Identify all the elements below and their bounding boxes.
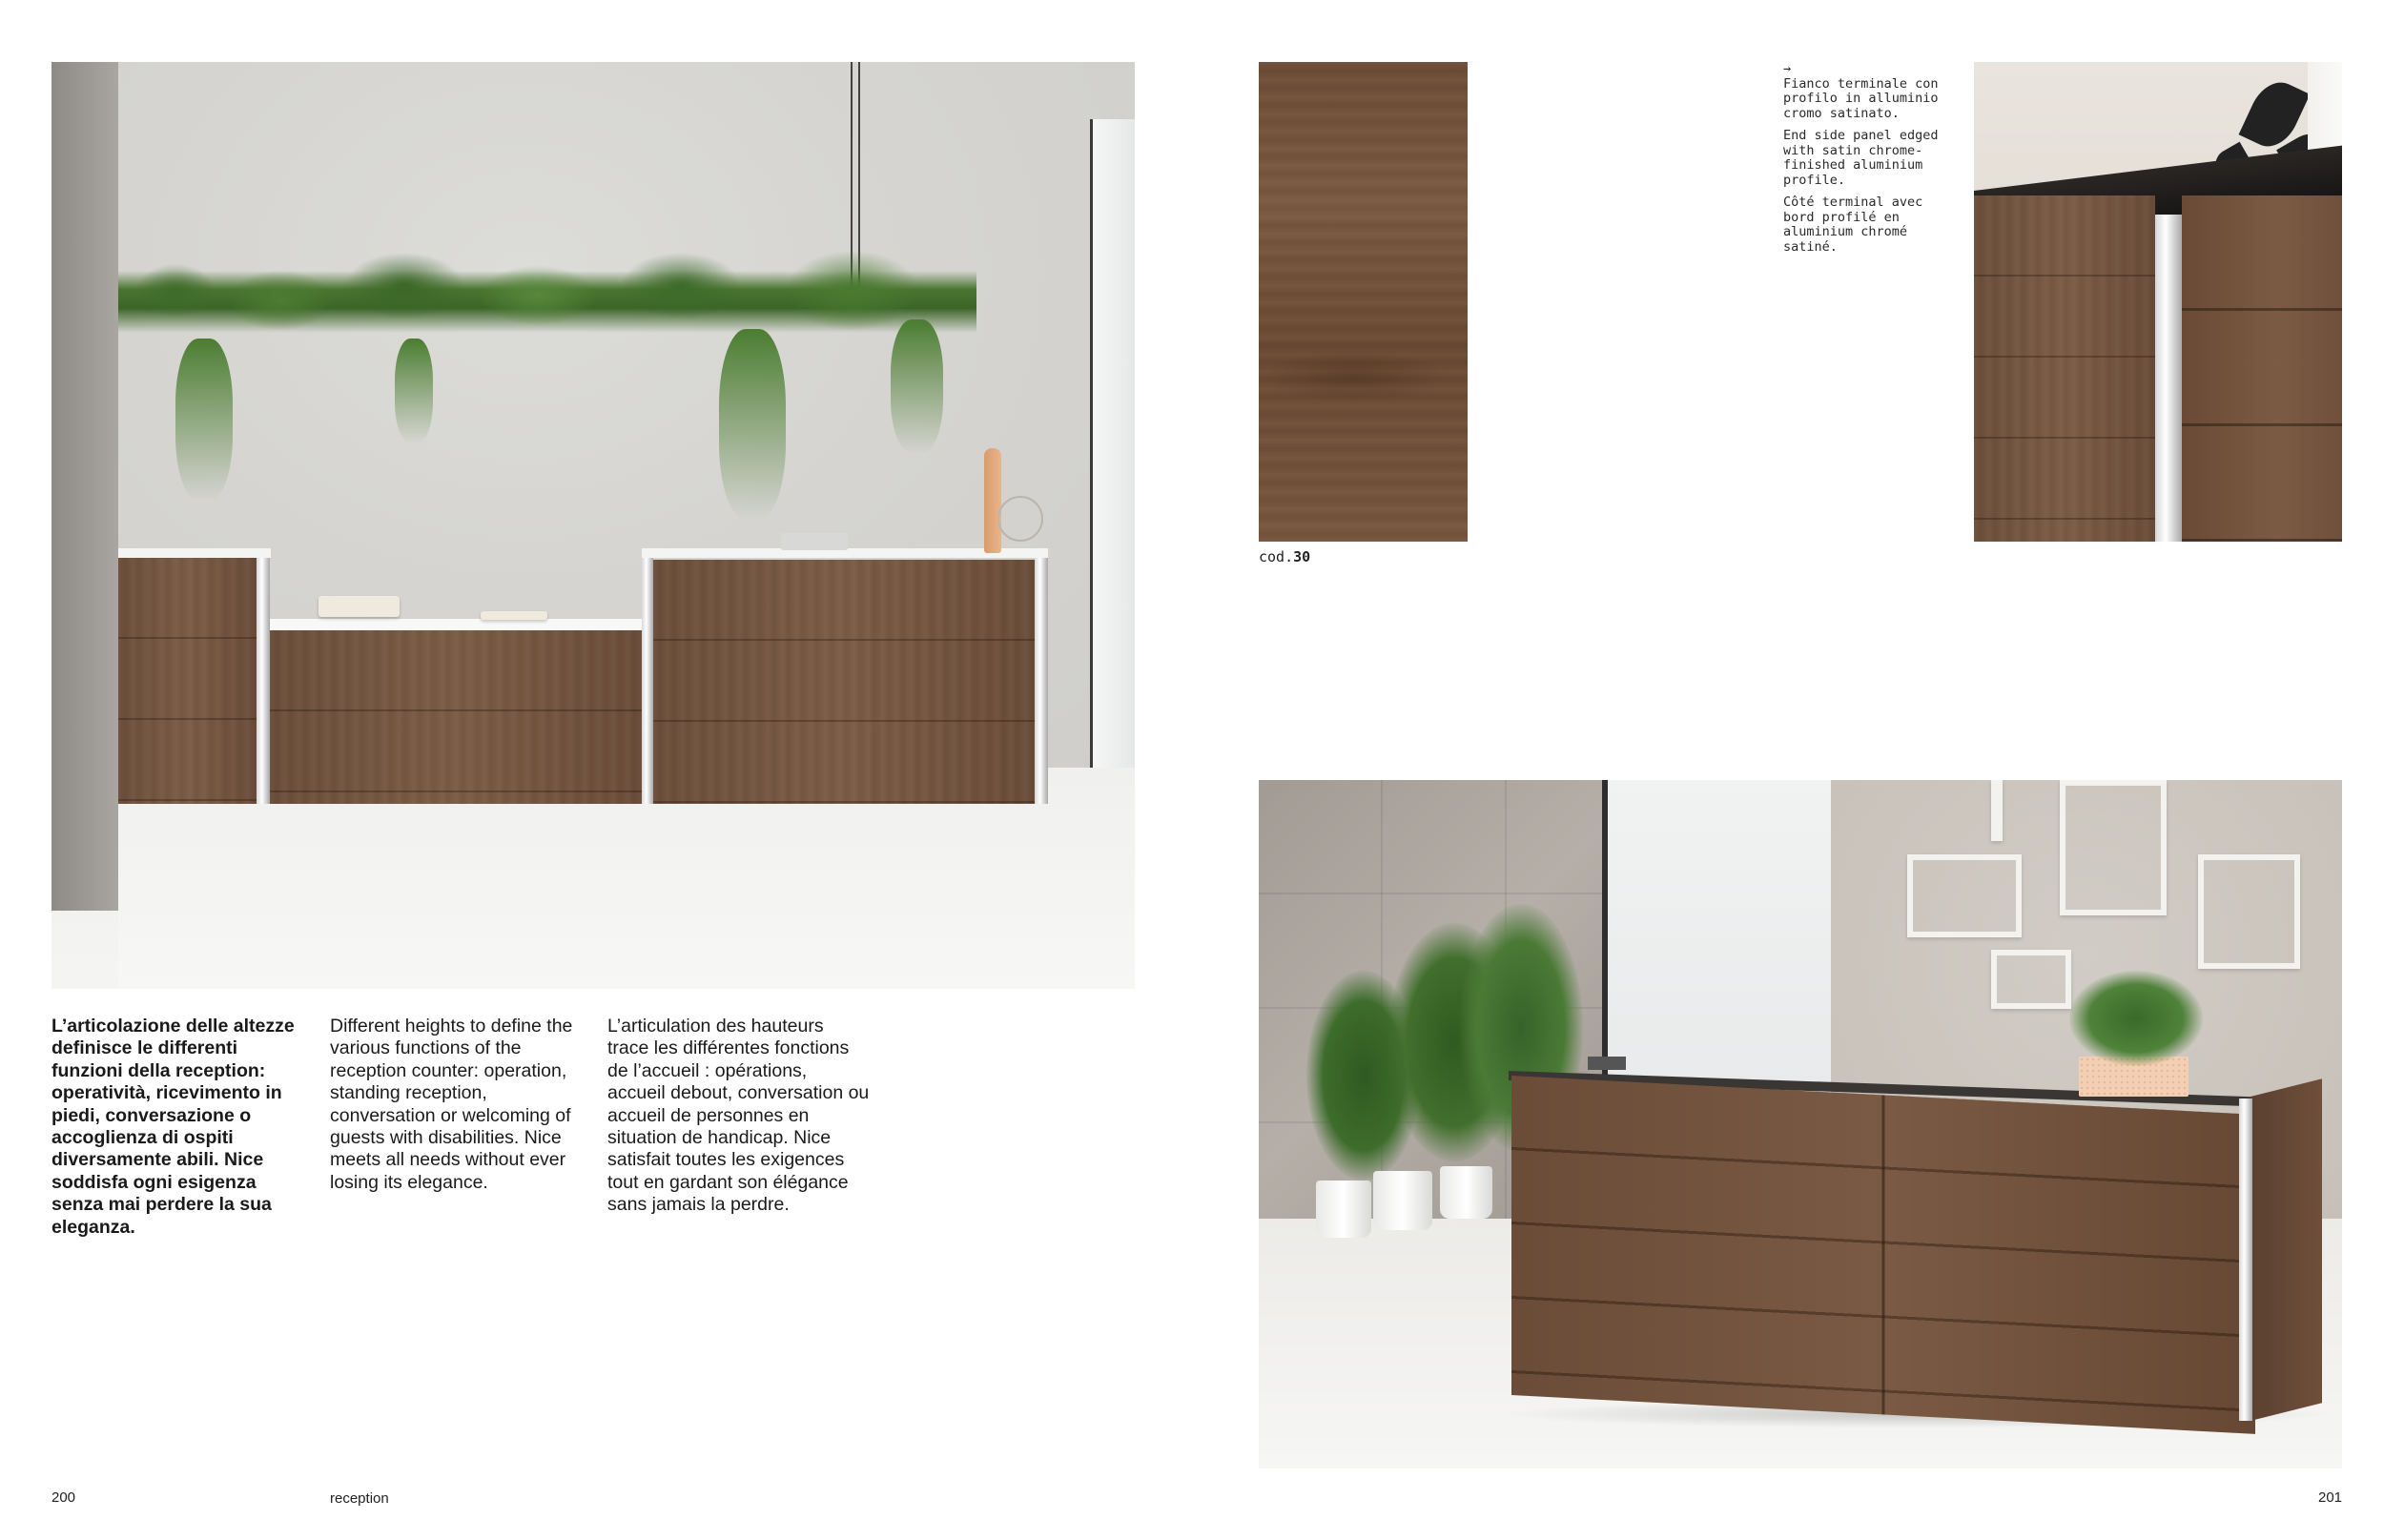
swatch-code-value: 30	[1293, 548, 1311, 565]
caption-english: End side panel edged with satin chrome-finished aluminium profile.	[1783, 128, 1939, 188]
picture-frame	[1907, 854, 2022, 937]
chrome-edge	[1035, 550, 1048, 804]
desk-front	[1511, 1076, 2255, 1434]
page-number-left: 200	[51, 1489, 76, 1506]
reception-photo-main	[51, 62, 1135, 989]
caption-arrow-icon: →	[1783, 61, 1792, 76]
picture-frame	[1991, 780, 2003, 841]
picture-frame	[1991, 950, 2071, 1009]
laptop	[781, 533, 848, 550]
reception-photo-lower	[1259, 780, 2342, 1468]
chrome-edge	[257, 550, 270, 804]
desk-plant	[2069, 971, 2203, 1066]
wall-pillar	[51, 62, 118, 911]
counter-right-high	[653, 560, 1035, 804]
end-panel-detail-photo	[1974, 62, 2342, 542]
side-panel	[1974, 195, 2155, 542]
wood-finish-swatch	[1259, 62, 1468, 542]
swatch-code	[1259, 548, 1310, 565]
description-english: Different heights to define the various functions of the reception counter: operation, standing reception, conversation or welcoming of guests with disabilities. Nice meets all needs without ever losing its elegance.	[330, 1016, 573, 1193]
desk-side	[2250, 1078, 2322, 1421]
counter-top	[118, 548, 271, 558]
counter-left-high	[118, 558, 257, 804]
magazine	[481, 611, 547, 620]
picture-frame	[2198, 854, 2300, 969]
counter-low	[270, 630, 642, 804]
decor-ring	[997, 496, 1043, 542]
hanging-vine	[891, 319, 943, 453]
plant-pot	[1373, 1171, 1432, 1230]
hanging-vine	[395, 339, 433, 443]
hanging-vine	[719, 329, 786, 520]
chrome-profile	[2239, 1099, 2252, 1421]
chrome-edge	[642, 550, 653, 804]
window	[1090, 119, 1135, 806]
hanging-vine	[175, 339, 233, 501]
section-label: reception	[330, 1490, 389, 1507]
description-italian: L’articolazione delle altezze definisce le differenti funzioni della reception: operatività, ricevimento in piedi, conversazione o accoglienza di ospiti diversamente abili. Nice soddisfa ogni esigenza senza mai perdere la sua eleganza.	[51, 1016, 295, 1238]
book	[319, 596, 400, 617]
detail-caption	[1783, 62, 1941, 262]
caption-french: Côté terminal avec bord profilé en aluminium chromé satiné.	[1783, 195, 1923, 255]
swatch-code-prefix: cod.	[1259, 548, 1294, 565]
front-panel	[2182, 195, 2342, 542]
low-counter-top	[270, 619, 642, 630]
page-number-right: 201	[2318, 1489, 2343, 1506]
desk-accessory	[1588, 1057, 1626, 1070]
vase	[984, 448, 1001, 553]
picture-frame	[2060, 780, 2167, 915]
hanging-plants	[118, 234, 976, 358]
plant-pot	[1440, 1166, 1492, 1219]
description-french: L’articulation des hauteurs trace les différentes fonctions de l’accueil : opérations, accueil debout, conversation ou accueil de personnes en situation de handicap. Nice satisfait toutes les exigences tout en gardant son élégance sans jamais la perdre.	[607, 1016, 870, 1216]
plant-pot	[1316, 1181, 1371, 1238]
chrome-profile	[2155, 215, 2182, 542]
caption-italian: Fianco terminale con profilo in alluminio cromo satinato.	[1783, 75, 1939, 121]
